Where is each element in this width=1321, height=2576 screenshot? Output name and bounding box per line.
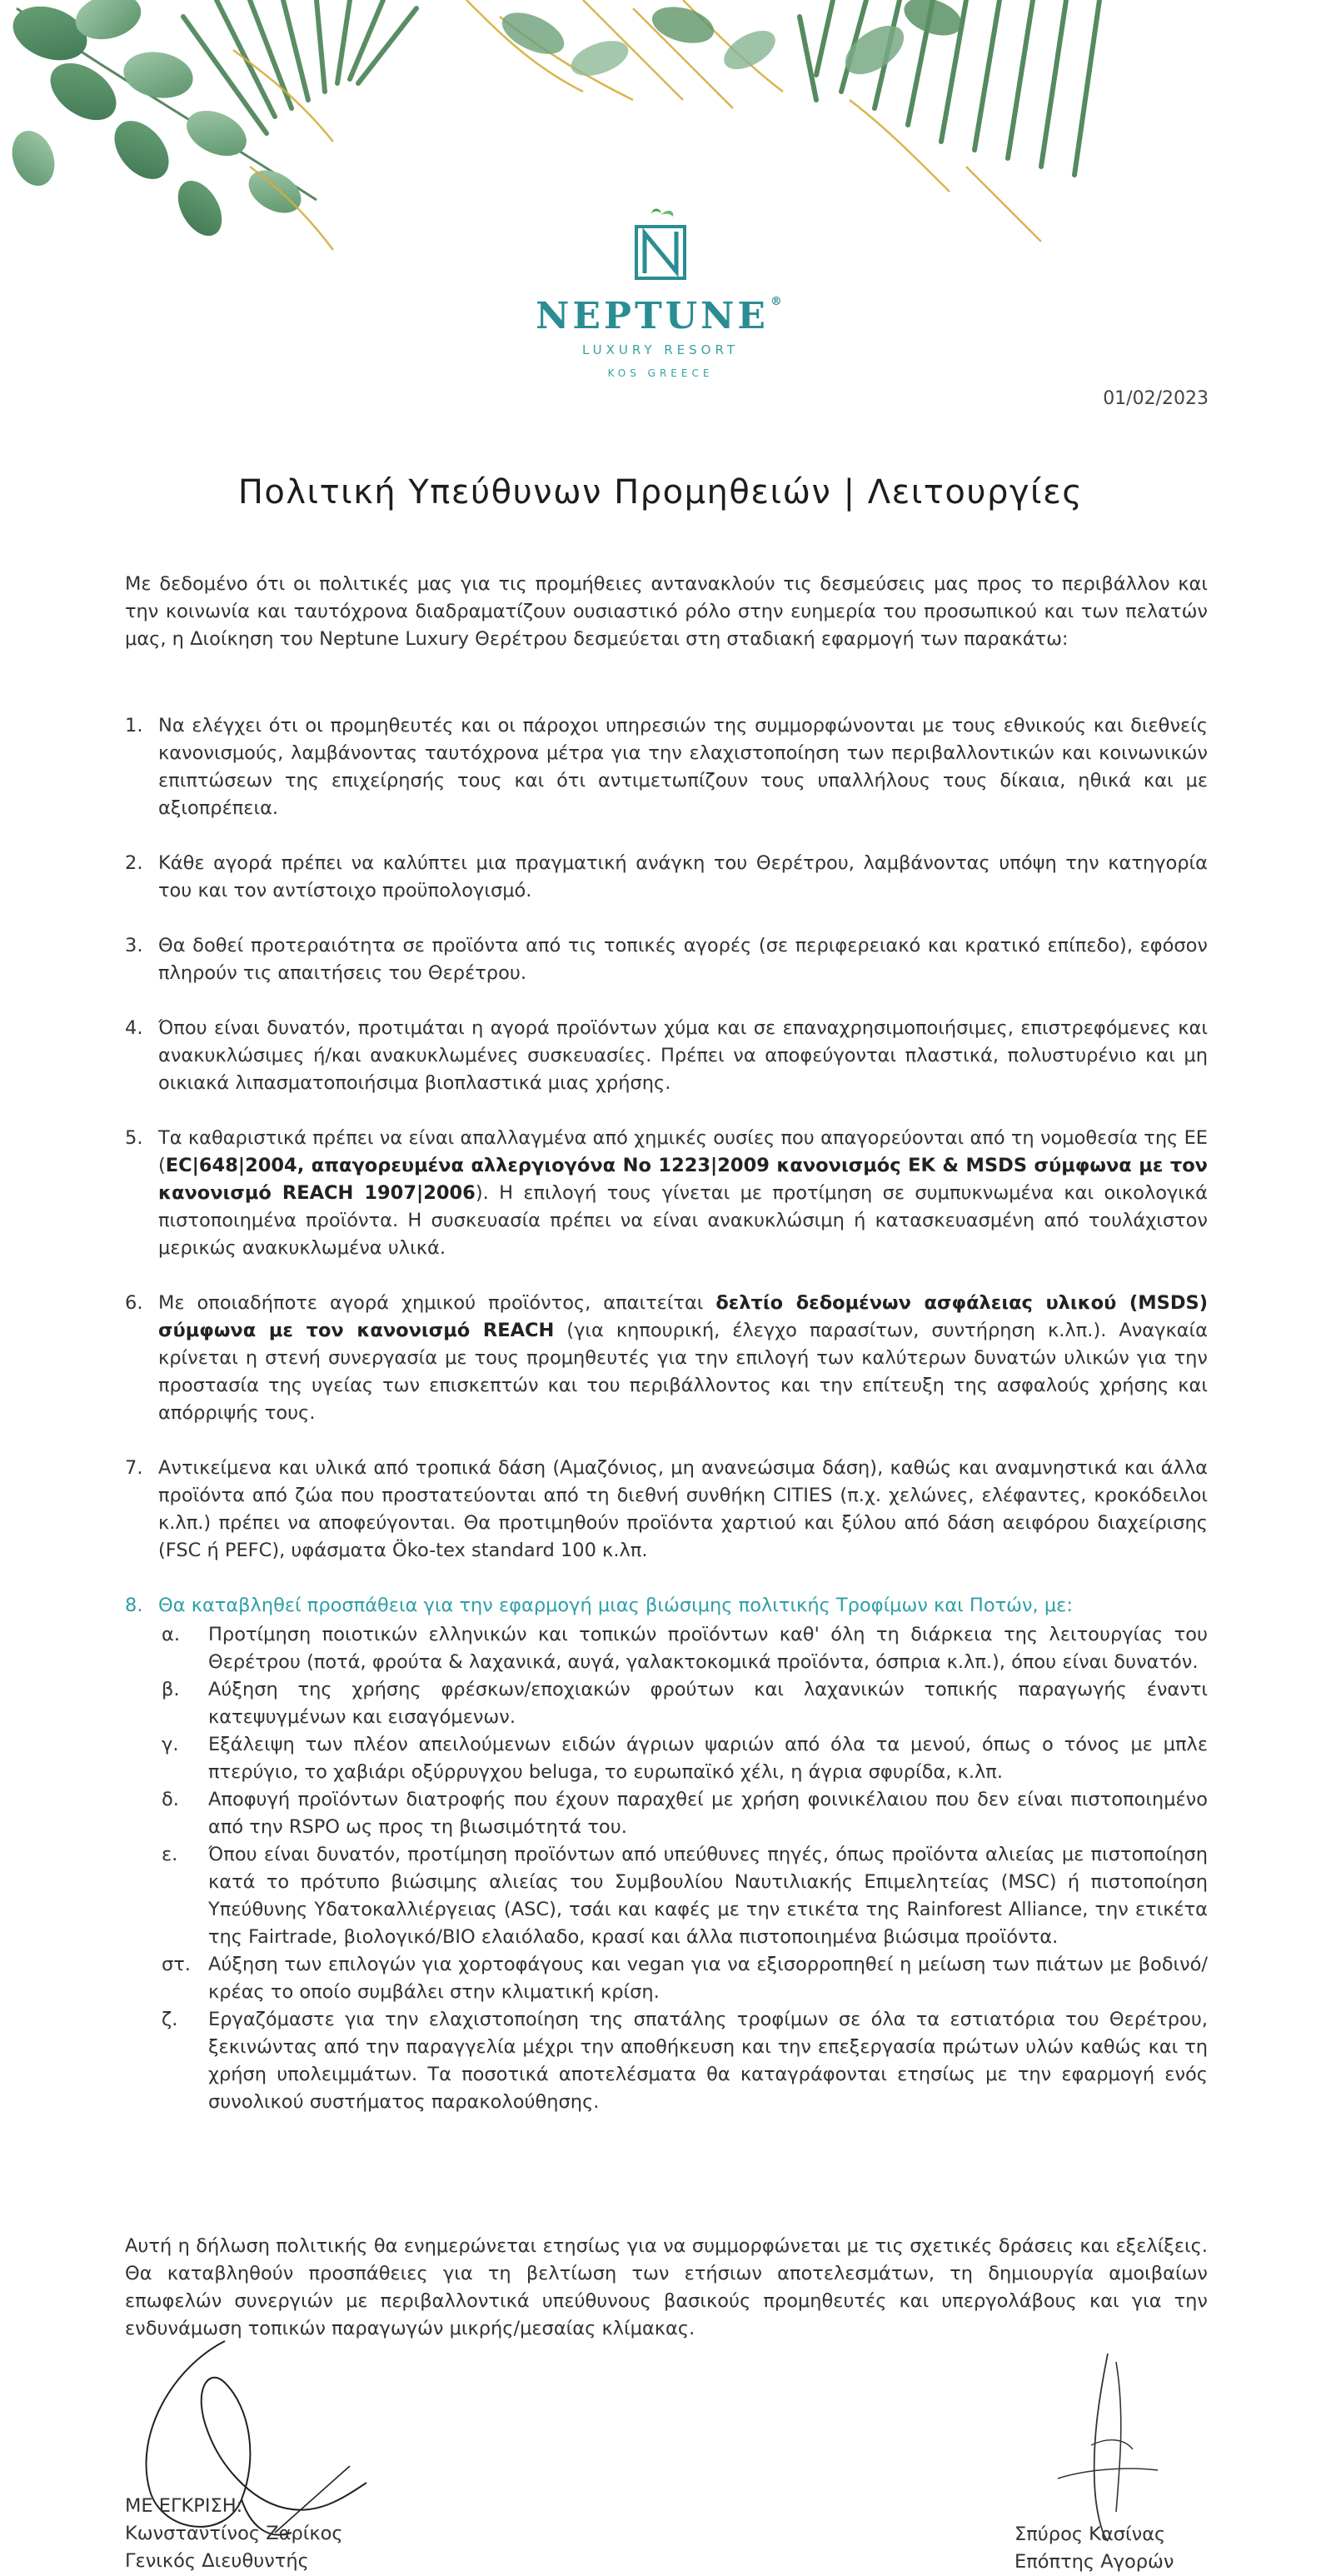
sub-item-letter: ζ. <box>162 2009 178 2030</box>
item-number: 4. <box>125 1017 143 1039</box>
item-text <box>158 1290 1208 1427</box>
approver-role: Γενικός Διευθυντής <box>125 2550 309 2572</box>
list-item <box>125 1455 1208 1565</box>
list-item <box>125 1125 1208 1262</box>
sub-list-item <box>158 1786 1208 1841</box>
sub-list-item <box>158 1951 1208 2006</box>
item-text-part: (για κηπουρική, έλεγχο παρασίτων, συντήρηση κ.λπ.). Αναγκαία κρίνεται η στενή συνεργασία με τους προμηθευτές για την επιλογή των καλύτερων δυνατών υλικών για την προστασία της υγείας των επισκεπτών και του περιβάλλοντος και την επίτευξη της ασφαλούς χρήσης και απόρριψής τους. <box>158 1320 1208 1424</box>
sub-item-text: Όπου είναι δυνατόν, προτίμηση προϊόντων από υπεύθυνες πηγές, όπως προϊόντα αλιείας με πιστοποίηση κατά το πρότυπο βιώσιμης αλιείας του Συμβουλίου Ναυτιλιακής Επιμελητείας (MSC) ή πιστοποίηση Υπεύθυνης Υδατοκαλλιέργειας (ASC), τσάι και καφές με την ετικέτα της Rainforest Alliance, την ετικέτα της Fairtrade, βιολογικό/BIO ελαιόλαδο, κρασί και άλλα πιστοποιημένα βιώσιμα προϊόντα. <box>208 1844 1208 1948</box>
list-item <box>125 850 1208 905</box>
approver-name: Κωνσταντίνος Ζαρίκος <box>125 2523 343 2544</box>
item-number: 1. <box>125 715 143 736</box>
item-text: Κάθε αγορά πρέπει να καλύπτει μια πραγματική ανάγκη του Θερέτρου, λαμβάνοντας υπόψη την κατηγορία του και τον αντίστοιχο προϋπολογισμό. <box>158 852 1208 901</box>
list-item <box>125 1015 1208 1097</box>
approver-block <box>125 2493 343 2575</box>
resort-logo <box>0 207 1321 379</box>
item-number: 2. <box>125 852 143 874</box>
item-text-part: Με οποιαδήποτε αγορά χημικού προϊόντος, απαιτείται <box>158 1292 716 1314</box>
item-text: Αντικείμενα και υλικά από τροπικά δάση (Αμαζόνιος, μη ανανεώσιμα δάση), καθώς και αναμνηστικά και άλλα προϊόντα από ζώα που προστατεύονται από τη διεθνή συνθήκη CITIES (π.χ. χελώνες, ελέφαντες, κροκόδειλοι κ.λπ.) πρέπει να αποφεύγονται. Θα προτιμηθούν προϊόντα χαρτιού και ξύλου από δάση αειφόρου διαχείρισης (FSC ή PEFC), υφάσματα Öko-tex standard 100 κ.λπ. <box>158 1457 1208 1561</box>
food-policy-sublist <box>158 1621 1208 2116</box>
sub-item-text: Εξάλειψη των πλέον απειλούμενων ειδών άγριων ψαριών από όλα τα μενού, όπως ο τόνος με μπλε πτερύγιο, το χαβιάρι οξύρρυγχου beluga, το ευρωπαϊκό χέλι, η άγρια σφυρίδα, κ.λπ. <box>208 1734 1208 1783</box>
item-number: 8. <box>125 1595 143 1616</box>
purchasing-supervisor-block <box>1014 2521 1174 2576</box>
neptune-logo-icon <box>623 207 698 290</box>
item-text-part: ). Η επιλογή τους γίνεται με προτίμηση σε συμπυκνωμένα και οικολογικά πιστοποιημένα προϊόντα. Η συσκευασία πρέπει να είναι ανακυκλώσιμη ή κατασκευασμένη από τουλάχιστον μερικώς ανακυκλωμένα υλικά. <box>158 1182 1208 1259</box>
item-text: Να ελέγχει ότι οι προμηθευτές και οι πάροχοι υπηρεσιών της συμμορφώνονται με τους εθνικούς και διεθνείς κανονισμούς, λαμβάνοντας ταυτόχρονα μέτρα για την ελαχιστοποίηση των περιβαλλοντικών και κοινωνικών επιπτώσεων της επιχείρησής τους και ότι αντιμετωπίζουν τους υπαλλήλους τους δίκαια, ηθικά και με αξιοπρέπεια. <box>158 715 1208 819</box>
sub-list-item <box>158 1841 1208 1951</box>
sub-item-text: Αποφυγή προϊόντων διατροφής που έχουν παραχθεί με χρήση φοινικέλαιου που δεν είναι πιστοποιημένο από την RSPO ως προς τη βιωσιμότητά του. <box>208 1789 1208 1838</box>
item-text: Θα δοθεί προτεραιότητα σε προϊόντα από τις τοπικές αγορές (σε περιφερειακό και κρατικό επίπεδο), εφόσον πληρούν τις απαιτήσεις του Θερέτρου. <box>158 935 1208 984</box>
sub-list-item <box>158 2006 1208 2116</box>
brand-location: KOS GREECE <box>607 367 714 379</box>
list-item <box>125 932 1208 987</box>
supervisor-role: Επόπτης Αγορών <box>1014 2551 1174 2573</box>
item-number: 7. <box>125 1457 143 1479</box>
intro-paragraph: Με δεδομένο ότι οι πολιτικές μας για τις προμήθειες αντανακλούν τις δεσμεύσεις μας προς το περιβάλλον και την κοινωνία και ταυτόχρονα διαδραματίζουν ουσιαστικό ρόλο στην ευημερία του προσωπικού και των πελατών μας, η Διοίκηση του Neptune Luxury Θερέτρου δεσμεύεται στη σταδιακή εφαρμογή των παρακάτω: <box>125 573 1208 650</box>
sub-item-text: Προτίμηση ποιοτικών ελληνικών και τοπικών προϊόντων καθ' όλη τη διάρκεια της λειτουργίας του Θερέτρου (ποτά, φρούτα & λαχανικά, αυγά, γαλακτοκομικά προϊόντα, όσπρια κ.λπ.), όπου είναι δυνατόν. <box>208 1624 1208 1673</box>
sub-item-text: Αύξηση των επιλογών για χορτοφάγους και vegan για να εξισορροπηθεί η μείωση των πιάτων με βοδινό/κρέας το οποίο συμβάλει στην κλιματική κρίση. <box>208 1954 1208 2003</box>
list-item <box>125 712 1208 822</box>
sub-item-letter: α. <box>162 1624 180 1645</box>
supervisor-name: Σπύρος Κασίνας <box>1014 2524 1166 2545</box>
sub-list-item <box>158 1621 1208 1676</box>
brand-tagline: LUXURY RESORT <box>582 342 739 357</box>
sub-item-text: Εργαζόμαστε για την ελαχιστοποίηση της σπατάλης τροφίμων σε όλα τα εστιατόρια του Θερέτρου, ξεκινώντας από την παραγγελία μέχρι την αποθήκευση και την επεξεργασία πρώτων υλών καθώς και τη χρήση υπολειμμάτων. Τα ποσοτικά αποτελέσματα θα καταγράφονται ετησίως με την εφαρμογή ενός συνολικού συστήματος παρακολούθησης. <box>208 2009 1208 2113</box>
list-item-food-policy <box>125 1592 1208 2116</box>
item-text <box>158 1125 1208 1262</box>
food-policy-heading: Θα καταβληθεί προσπάθεια για την εφαρμογή μιας βιώσιμης πολιτικής Τροφίμων και Ποτών, με: <box>158 1595 1073 1616</box>
item-text <box>158 1592 1208 2116</box>
signature-right-image <box>1041 2345 1174 2545</box>
item-text: Όπου είναι δυνατόν, προτιμάται η αγορά προϊόντων χύμα και σε επαναχρησιμοποιήσιμες, επιστρεφόμενες και ανακυκλώσιμες ή/και ανακυκλωμένες συσκευασίες. Πρέπει να αποφεύγονται πλαστικά, πολυστυρένιο και μη οικιακά λιπασματοποιήσιμα βιοπλαστικά μιας χρήσης. <box>158 1017 1208 1094</box>
approval-label: ΜΕ ΕΓΚΡΙΣΗ: <box>125 2495 243 2517</box>
policy-list <box>125 712 1208 2116</box>
item-number: 6. <box>125 1292 143 1314</box>
sub-item-text: Αύξηση της χρήσης φρέσκων/εποχιακών φρούτων και λαχανικών τοπικής παραγωγής έναντι κατεψυγμένων και εισαγόμενων. <box>208 1679 1208 1728</box>
sub-list-item <box>158 1731 1208 1786</box>
sub-item-letter: γ. <box>162 1734 179 1755</box>
item-number: 3. <box>125 935 143 956</box>
sub-item-letter: β. <box>162 1679 180 1700</box>
item-text-bold: δελτίο δεδομένων ασφάλειας υλικού (MSDS) σύμφωνα με τον κανονισμό REACH <box>158 1292 1208 1341</box>
item-text-bold: EC|648|2004, απαγορευμένα αλλεργιογόνα Νο 1223|2009 κανονισμός ΕΚ & MSDS σύμφωνα με τον κανονισμό REACH 1907|2006 <box>158 1155 1208 1204</box>
list-item <box>125 1290 1208 1427</box>
sub-item-letter: δ. <box>162 1789 179 1810</box>
page-title: Πολιτική Υπεύθυνων Προμηθειών | Λειτουργίες <box>237 473 1084 512</box>
item-number: 5. <box>125 1127 143 1149</box>
document-date: 01/02/2023 <box>1103 388 1209 409</box>
closing-paragraph: Αυτή η δήλωση πολιτικής θα ενημερώνεται ετησίως για να συμμορφώνεται με τις σχετικές δράσεις και εξελίξεις. Θα καταβληθούν προσπάθειες για τη βελτίωση των ετήσιων αποτελεσμάτων, τη δημιουργία αμοιβαίων επωφελών συνεργιών με περιβαλλοντικά υπεύθυνους βασικούς προμηθευτές και υπεργολάβους και για την ενδυνάμωση τοπικών παραγωγών μικρής/μεσαίας κλίμακας. <box>125 2235 1208 2339</box>
sub-list-item <box>158 1676 1208 1731</box>
sub-item-letter: στ. <box>162 1954 191 1975</box>
item-text-part: Τα καθαριστικά πρέπει να είναι απαλλαγμένα από χημικές ουσίες που απαγορεύονται από τη νομοθεσία της ΕΕ ( <box>158 1127 1208 1176</box>
brand-name: NEPTUNE ® <box>536 295 785 337</box>
sub-item-letter: ε. <box>162 1844 178 1865</box>
